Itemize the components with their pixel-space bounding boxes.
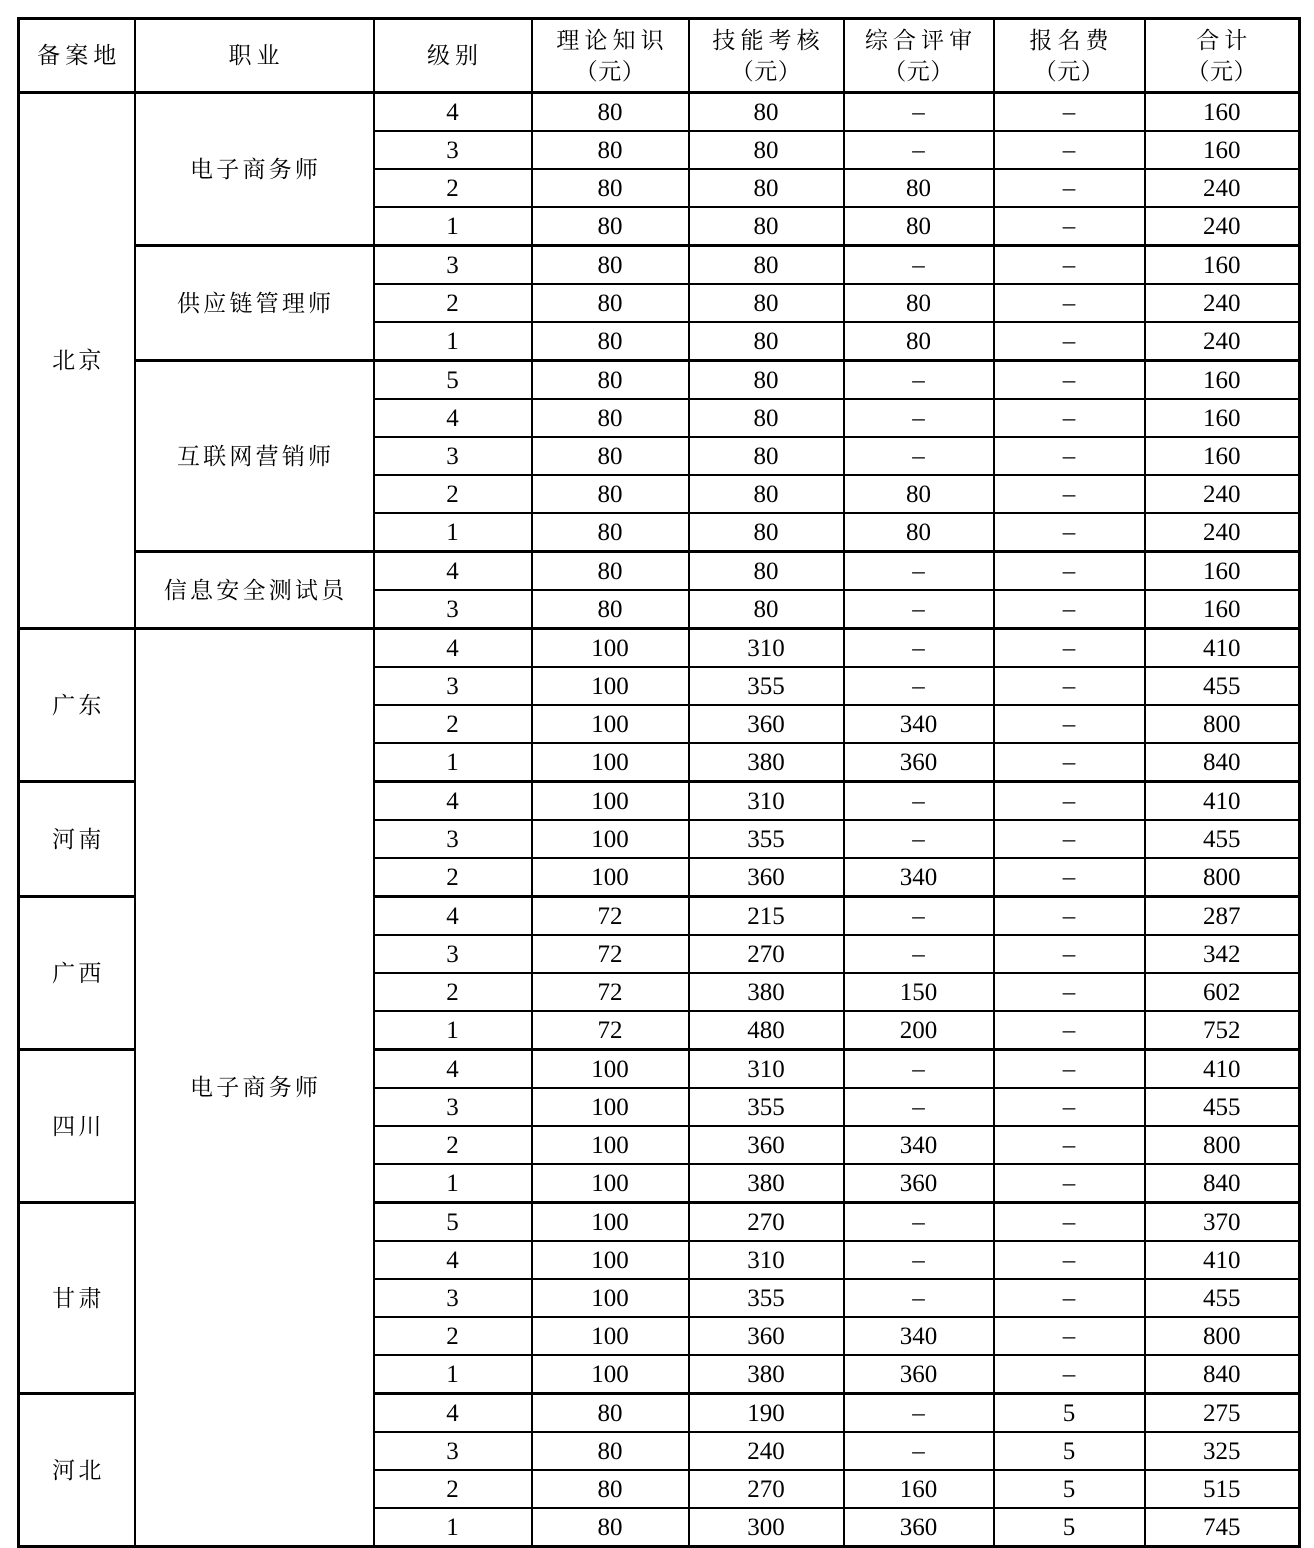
skill-fee-cell: 80 [689, 361, 844, 400]
registration-fee-cell: – [994, 93, 1145, 132]
level-cell: 1 [374, 743, 532, 782]
theory-fee-cell: 100 [532, 858, 689, 897]
skill-fee-cell: 270 [689, 1470, 844, 1508]
theory-fee-cell: 100 [532, 820, 689, 858]
level-cell: 3 [374, 820, 532, 858]
column-header-unit: （元） [730, 59, 802, 85]
registration-fee-cell: – [994, 858, 1145, 897]
column-header-label: 合计 [1196, 27, 1253, 53]
level-cell: 3 [374, 131, 532, 169]
review-fee-cell: 80 [844, 207, 994, 246]
column-header-label: 综合评审 [864, 27, 978, 53]
column-header-total-fee [1145, 19, 1300, 93]
review-fee-cell: – [844, 1203, 994, 1242]
skill-fee-cell: 360 [689, 705, 844, 743]
level-cell: 1 [374, 1011, 532, 1050]
total-fee-cell: 160 [1145, 361, 1300, 400]
level-cell: 4 [374, 1241, 532, 1279]
total-fee-cell: 752 [1145, 1011, 1300, 1050]
theory-fee-cell: 80 [532, 361, 689, 400]
level-cell: 2 [374, 858, 532, 897]
registration-fee-cell: – [994, 590, 1145, 629]
region-cell: 北京 [19, 93, 135, 629]
theory-fee-cell: 80 [532, 552, 689, 591]
level-cell: 1 [374, 322, 532, 361]
theory-fee-cell: 80 [532, 1508, 689, 1547]
registration-fee-cell: – [994, 246, 1145, 285]
registration-fee-cell: – [994, 1279, 1145, 1317]
review-fee-cell: 80 [844, 513, 994, 552]
total-fee-cell: 515 [1145, 1470, 1300, 1508]
review-fee-cell: – [844, 897, 994, 936]
table-row [19, 361, 1300, 400]
registration-fee-cell: – [994, 437, 1145, 475]
registration-fee-cell: – [994, 1126, 1145, 1164]
registration-fee-cell: – [994, 131, 1145, 169]
registration-fee-cell: – [994, 322, 1145, 361]
column-header-unit: （元） [883, 59, 954, 85]
review-fee-cell: – [844, 1050, 994, 1089]
review-fee-cell: 360 [844, 1164, 994, 1203]
total-fee-cell: 455 [1145, 820, 1300, 858]
skill-fee-cell: 270 [689, 935, 844, 973]
total-fee-cell: 240 [1145, 475, 1300, 513]
review-fee-cell: 80 [844, 322, 994, 361]
level-cell: 4 [374, 93, 532, 132]
registration-fee-cell: 5 [994, 1394, 1145, 1433]
column-header-label: 级别 [426, 42, 484, 68]
theory-fee-cell: 100 [532, 1164, 689, 1203]
total-fee-cell: 160 [1145, 246, 1300, 285]
level-cell: 4 [374, 1050, 532, 1089]
level-cell: 2 [374, 284, 532, 322]
document-page [0, 17, 1314, 1541]
total-fee-cell: 800 [1145, 705, 1300, 743]
level-cell: 2 [374, 1126, 532, 1164]
column-header-unit: （元） [1186, 59, 1257, 85]
table-row [19, 246, 1300, 285]
review-fee-cell: 80 [844, 169, 994, 207]
total-fee-cell: 342 [1145, 935, 1300, 973]
occupation-cell: 电子商务师 [135, 93, 374, 246]
theory-fee-cell: 100 [532, 667, 689, 705]
registration-fee-cell: – [994, 1088, 1145, 1126]
review-fee-cell: – [844, 667, 994, 705]
skill-fee-cell: 360 [689, 858, 844, 897]
theory-fee-cell: 100 [532, 1355, 689, 1394]
theory-fee-cell: 100 [532, 782, 689, 821]
skill-fee-cell: 360 [689, 1317, 844, 1355]
total-fee-cell: 370 [1145, 1203, 1300, 1242]
level-cell: 2 [374, 475, 532, 513]
total-fee-cell: 287 [1145, 897, 1300, 936]
total-fee-cell: 410 [1145, 782, 1300, 821]
total-fee-cell: 275 [1145, 1394, 1300, 1433]
theory-fee-cell: 72 [532, 973, 689, 1011]
theory-fee-cell: 80 [532, 513, 689, 552]
total-fee-cell: 455 [1145, 667, 1300, 705]
registration-fee-cell: – [994, 782, 1145, 821]
level-cell: 3 [374, 1279, 532, 1317]
total-fee-cell: 160 [1145, 131, 1300, 169]
skill-fee-cell: 80 [689, 284, 844, 322]
theory-fee-cell: 100 [532, 1203, 689, 1242]
total-fee-cell: 240 [1145, 169, 1300, 207]
occupation-cell: 互联网营销师 [135, 361, 374, 552]
region-cell: 广西 [19, 897, 135, 1050]
region-cell: 广东 [19, 629, 135, 782]
review-fee-cell: – [844, 1241, 994, 1279]
level-cell: 2 [374, 1317, 532, 1355]
level-cell: 4 [374, 897, 532, 936]
column-header-label: 报名费 [1029, 27, 1114, 53]
column-header-unit: （元） [1033, 59, 1105, 85]
total-fee-cell: 455 [1145, 1279, 1300, 1317]
level-cell: 1 [374, 513, 532, 552]
total-fee-cell: 745 [1145, 1508, 1300, 1547]
registration-fee-cell: – [994, 897, 1145, 936]
total-fee-cell: 410 [1145, 1050, 1300, 1089]
table-row [19, 629, 1300, 668]
occupation-cell: 电子商务师 [135, 629, 374, 1547]
skill-fee-cell: 80 [689, 437, 844, 475]
skill-fee-cell: 310 [689, 1241, 844, 1279]
registration-fee-cell: – [994, 820, 1145, 858]
registration-fee-cell: 5 [994, 1432, 1145, 1470]
theory-fee-cell: 100 [532, 1279, 689, 1317]
total-fee-cell: 240 [1145, 284, 1300, 322]
skill-fee-cell: 190 [689, 1394, 844, 1433]
column-header-skill-fee [689, 19, 844, 93]
column-header-label: 职业 [228, 42, 285, 68]
registration-fee-cell: – [994, 475, 1145, 513]
region-cell: 河南 [19, 782, 135, 897]
level-cell: 5 [374, 361, 532, 400]
level-cell: 1 [374, 1164, 532, 1203]
review-fee-cell: 360 [844, 743, 994, 782]
column-header-theory-fee [532, 19, 689, 93]
review-fee-cell: 340 [844, 1126, 994, 1164]
registration-fee-cell: – [994, 743, 1145, 782]
level-cell: 4 [374, 629, 532, 668]
level-cell: 3 [374, 1432, 532, 1470]
skill-fee-cell: 380 [689, 973, 844, 1011]
theory-fee-cell: 100 [532, 1241, 689, 1279]
fee-table-body [19, 93, 1300, 1547]
column-header-registration-fee [994, 19, 1145, 93]
skill-fee-cell: 80 [689, 552, 844, 591]
theory-fee-cell: 80 [532, 207, 689, 246]
level-cell: 4 [374, 552, 532, 591]
column-header-label: 技能考核 [712, 27, 825, 53]
review-fee-cell: 200 [844, 1011, 994, 1050]
total-fee-cell: 455 [1145, 1088, 1300, 1126]
table-row [19, 93, 1300, 132]
skill-fee-cell: 310 [689, 629, 844, 668]
total-fee-cell: 800 [1145, 1126, 1300, 1164]
review-fee-cell: 340 [844, 1317, 994, 1355]
skill-fee-cell: 80 [689, 513, 844, 552]
registration-fee-cell: – [994, 399, 1145, 437]
level-cell: 1 [374, 1355, 532, 1394]
review-fee-cell: – [844, 1394, 994, 1433]
review-fee-cell: 340 [844, 705, 994, 743]
skill-fee-cell: 215 [689, 897, 844, 936]
theory-fee-cell: 80 [532, 437, 689, 475]
skill-fee-cell: 310 [689, 1050, 844, 1089]
column-header-review-fee [844, 19, 994, 93]
skill-fee-cell: 270 [689, 1203, 844, 1242]
total-fee-cell: 800 [1145, 1317, 1300, 1355]
review-fee-cell: – [844, 131, 994, 169]
skill-fee-cell: 80 [689, 322, 844, 361]
review-fee-cell: – [844, 590, 994, 629]
skill-fee-cell: 80 [689, 399, 844, 437]
registration-fee-cell: – [994, 1011, 1145, 1050]
review-fee-cell: – [844, 399, 994, 437]
theory-fee-cell: 100 [532, 743, 689, 782]
level-cell: 2 [374, 973, 532, 1011]
skill-fee-cell: 310 [689, 782, 844, 821]
total-fee-cell: 160 [1145, 590, 1300, 629]
level-cell: 4 [374, 399, 532, 437]
review-fee-cell: – [844, 93, 994, 132]
registration-fee-cell: – [994, 361, 1145, 400]
total-fee-cell: 325 [1145, 1432, 1300, 1470]
skill-fee-cell: 355 [689, 667, 844, 705]
level-cell: 4 [374, 782, 532, 821]
registration-fee-cell: – [994, 629, 1145, 668]
column-header-label: 理论知识 [556, 27, 669, 53]
skill-fee-cell: 360 [689, 1126, 844, 1164]
level-cell: 5 [374, 1203, 532, 1242]
review-fee-cell: – [844, 1279, 994, 1317]
registration-fee-cell: – [994, 705, 1145, 743]
registration-fee-cell: – [994, 1355, 1145, 1394]
level-cell: 3 [374, 437, 532, 475]
level-cell: 2 [374, 1470, 532, 1508]
skill-fee-cell: 80 [689, 475, 844, 513]
skill-fee-cell: 355 [689, 820, 844, 858]
skill-fee-cell: 300 [689, 1508, 844, 1547]
skill-fee-cell: 380 [689, 743, 844, 782]
level-cell: 3 [374, 667, 532, 705]
region-cell: 甘肃 [19, 1203, 135, 1394]
level-cell: 3 [374, 246, 532, 285]
total-fee-cell: 410 [1145, 1241, 1300, 1279]
skill-fee-cell: 480 [689, 1011, 844, 1050]
skill-fee-cell: 355 [689, 1279, 844, 1317]
review-fee-cell: 150 [844, 973, 994, 1011]
theory-fee-cell: 80 [532, 131, 689, 169]
registration-fee-cell: – [994, 1164, 1145, 1203]
total-fee-cell: 160 [1145, 399, 1300, 437]
skill-fee-cell: 80 [689, 207, 844, 246]
region-cell: 四川 [19, 1050, 135, 1203]
skill-fee-cell: 355 [689, 1088, 844, 1126]
registration-fee-cell: – [994, 1241, 1145, 1279]
theory-fee-cell: 100 [532, 629, 689, 668]
table-row [19, 552, 1300, 591]
theory-fee-cell: 100 [532, 705, 689, 743]
level-cell: 3 [374, 590, 532, 629]
skill-fee-cell: 80 [689, 169, 844, 207]
total-fee-cell: 160 [1145, 437, 1300, 475]
column-header-unit: （元） [574, 59, 646, 85]
theory-fee-cell: 80 [532, 399, 689, 437]
level-cell: 1 [374, 207, 532, 246]
theory-fee-cell: 80 [532, 1432, 689, 1470]
theory-fee-cell: 80 [532, 284, 689, 322]
total-fee-cell: 240 [1145, 207, 1300, 246]
review-fee-cell: – [844, 246, 994, 285]
level-cell: 3 [374, 1088, 532, 1126]
registration-fee-cell: – [994, 284, 1145, 322]
total-fee-cell: 800 [1145, 858, 1300, 897]
total-fee-cell: 240 [1145, 513, 1300, 552]
level-cell: 2 [374, 169, 532, 207]
skill-fee-cell: 80 [689, 246, 844, 285]
fee-table [17, 17, 1301, 1548]
review-fee-cell: 160 [844, 1470, 994, 1508]
review-fee-cell: – [844, 437, 994, 475]
level-cell: 1 [374, 1508, 532, 1547]
total-fee-cell: 840 [1145, 1164, 1300, 1203]
review-fee-cell: – [844, 361, 994, 400]
theory-fee-cell: 100 [532, 1126, 689, 1164]
skill-fee-cell: 80 [689, 93, 844, 132]
column-header-label: 备案地 [37, 42, 122, 68]
total-fee-cell: 160 [1145, 93, 1300, 132]
total-fee-cell: 410 [1145, 629, 1300, 668]
theory-fee-cell: 80 [532, 590, 689, 629]
registration-fee-cell: – [994, 552, 1145, 591]
skill-fee-cell: 240 [689, 1432, 844, 1470]
registration-fee-cell: 5 [994, 1508, 1145, 1547]
level-cell: 3 [374, 935, 532, 973]
theory-fee-cell: 80 [532, 1394, 689, 1433]
skill-fee-cell: 80 [689, 590, 844, 629]
registration-fee-cell: – [994, 169, 1145, 207]
review-fee-cell: – [844, 1432, 994, 1470]
review-fee-cell: 360 [844, 1355, 994, 1394]
review-fee-cell: 80 [844, 284, 994, 322]
review-fee-cell: – [844, 782, 994, 821]
review-fee-cell: – [844, 1088, 994, 1126]
skill-fee-cell: 380 [689, 1164, 844, 1203]
review-fee-cell: – [844, 629, 994, 668]
theory-fee-cell: 80 [532, 475, 689, 513]
registration-fee-cell: – [994, 973, 1145, 1011]
header-row [19, 19, 1300, 93]
registration-fee-cell: – [994, 935, 1145, 973]
theory-fee-cell: 80 [532, 93, 689, 132]
review-fee-cell: 80 [844, 475, 994, 513]
theory-fee-cell: 80 [532, 246, 689, 285]
registration-fee-cell: – [994, 513, 1145, 552]
review-fee-cell: – [844, 935, 994, 973]
review-fee-cell: – [844, 552, 994, 591]
theory-fee-cell: 80 [532, 1470, 689, 1508]
registration-fee-cell: – [994, 1050, 1145, 1089]
theory-fee-cell: 80 [532, 169, 689, 207]
theory-fee-cell: 100 [532, 1050, 689, 1089]
region-cell: 河北 [19, 1394, 135, 1547]
skill-fee-cell: 80 [689, 131, 844, 169]
review-fee-cell: – [844, 820, 994, 858]
theory-fee-cell: 72 [532, 1011, 689, 1050]
theory-fee-cell: 72 [532, 935, 689, 973]
registration-fee-cell: – [994, 207, 1145, 246]
total-fee-cell: 160 [1145, 552, 1300, 591]
total-fee-cell: 840 [1145, 1355, 1300, 1394]
skill-fee-cell: 380 [689, 1355, 844, 1394]
registration-fee-cell: – [994, 1203, 1145, 1242]
occupation-cell: 信息安全测试员 [135, 552, 374, 629]
theory-fee-cell: 72 [532, 897, 689, 936]
registration-fee-cell: – [994, 667, 1145, 705]
total-fee-cell: 240 [1145, 322, 1300, 361]
column-header-region [19, 19, 135, 93]
registration-fee-cell: – [994, 1317, 1145, 1355]
occupation-cell: 供应链管理师 [135, 246, 374, 361]
column-header-occupation [135, 19, 374, 93]
review-fee-cell: 360 [844, 1508, 994, 1547]
theory-fee-cell: 100 [532, 1088, 689, 1126]
level-cell: 2 [374, 705, 532, 743]
level-cell: 4 [374, 1394, 532, 1433]
column-header-level [374, 19, 532, 93]
review-fee-cell: 340 [844, 858, 994, 897]
total-fee-cell: 602 [1145, 973, 1300, 1011]
registration-fee-cell: 5 [994, 1470, 1145, 1508]
theory-fee-cell: 80 [532, 322, 689, 361]
theory-fee-cell: 100 [532, 1317, 689, 1355]
total-fee-cell: 840 [1145, 743, 1300, 782]
